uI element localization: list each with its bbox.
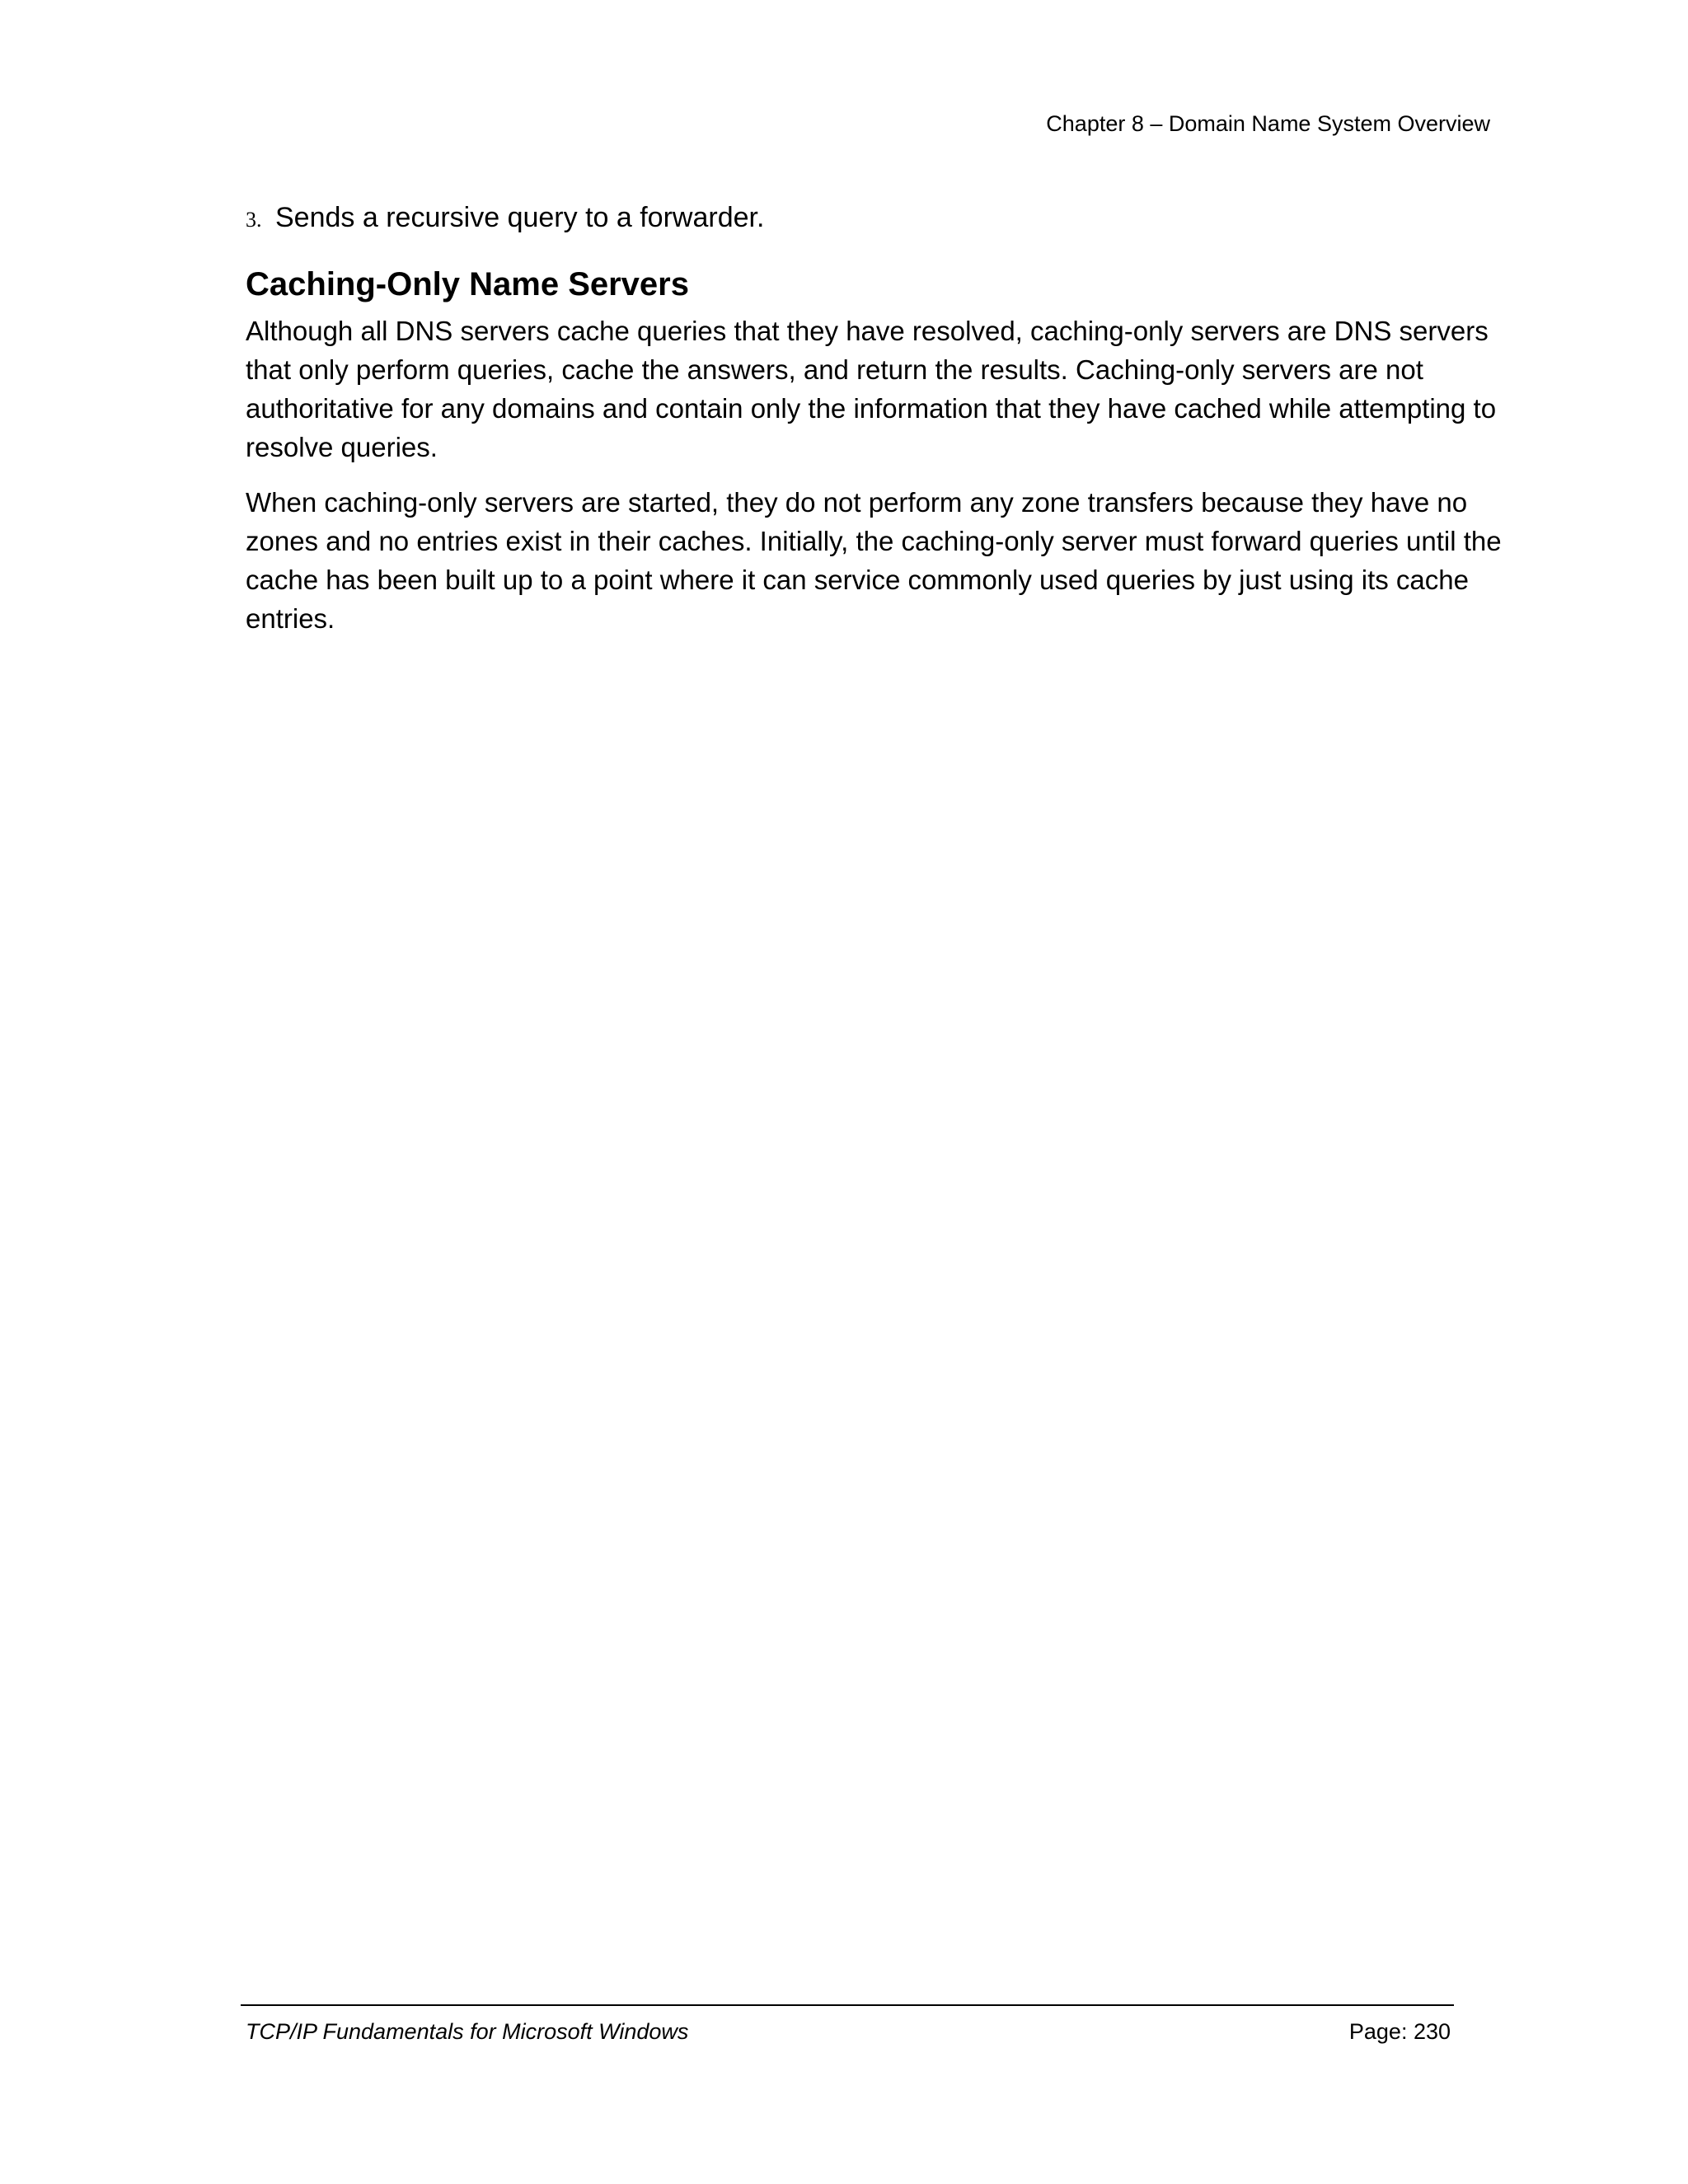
section-heading: Caching-Only Name Servers	[246, 266, 689, 302]
list-item	[246, 199, 1507, 239]
footer-divider	[241, 2004, 1454, 2006]
page-content	[246, 199, 1507, 638]
list-item-text: Sends a recursive query to a forwarder.	[275, 202, 765, 233]
list-item-number: 3.	[246, 208, 262, 232]
body-paragraph-2: When caching-only servers are started, they do not perform any zone transfers because they have no zones and no entries exist in their caches. Initially, the caching-only server must forward queries until the cache has been built up to a point where it can service commonly used queries by just using its cache entries.	[246, 487, 1502, 634]
footer-page-number: Page: 230	[1348, 2019, 1451, 2044]
running-header: Chapter 8 – Domain Name System Overview	[1046, 111, 1490, 136]
footer-book-title: TCP/IP Fundamentals for Microsoft Windows	[246, 2019, 689, 2044]
body-paragraph-1: Although all DNS servers cache queries that they have resolved, caching-only servers are DNS servers that only perform queries, cache the answers, and return the results. Caching-only servers are not authoritative for any domains and contain only the information that they have cached while attempting to resolve queries.	[246, 316, 1497, 462]
